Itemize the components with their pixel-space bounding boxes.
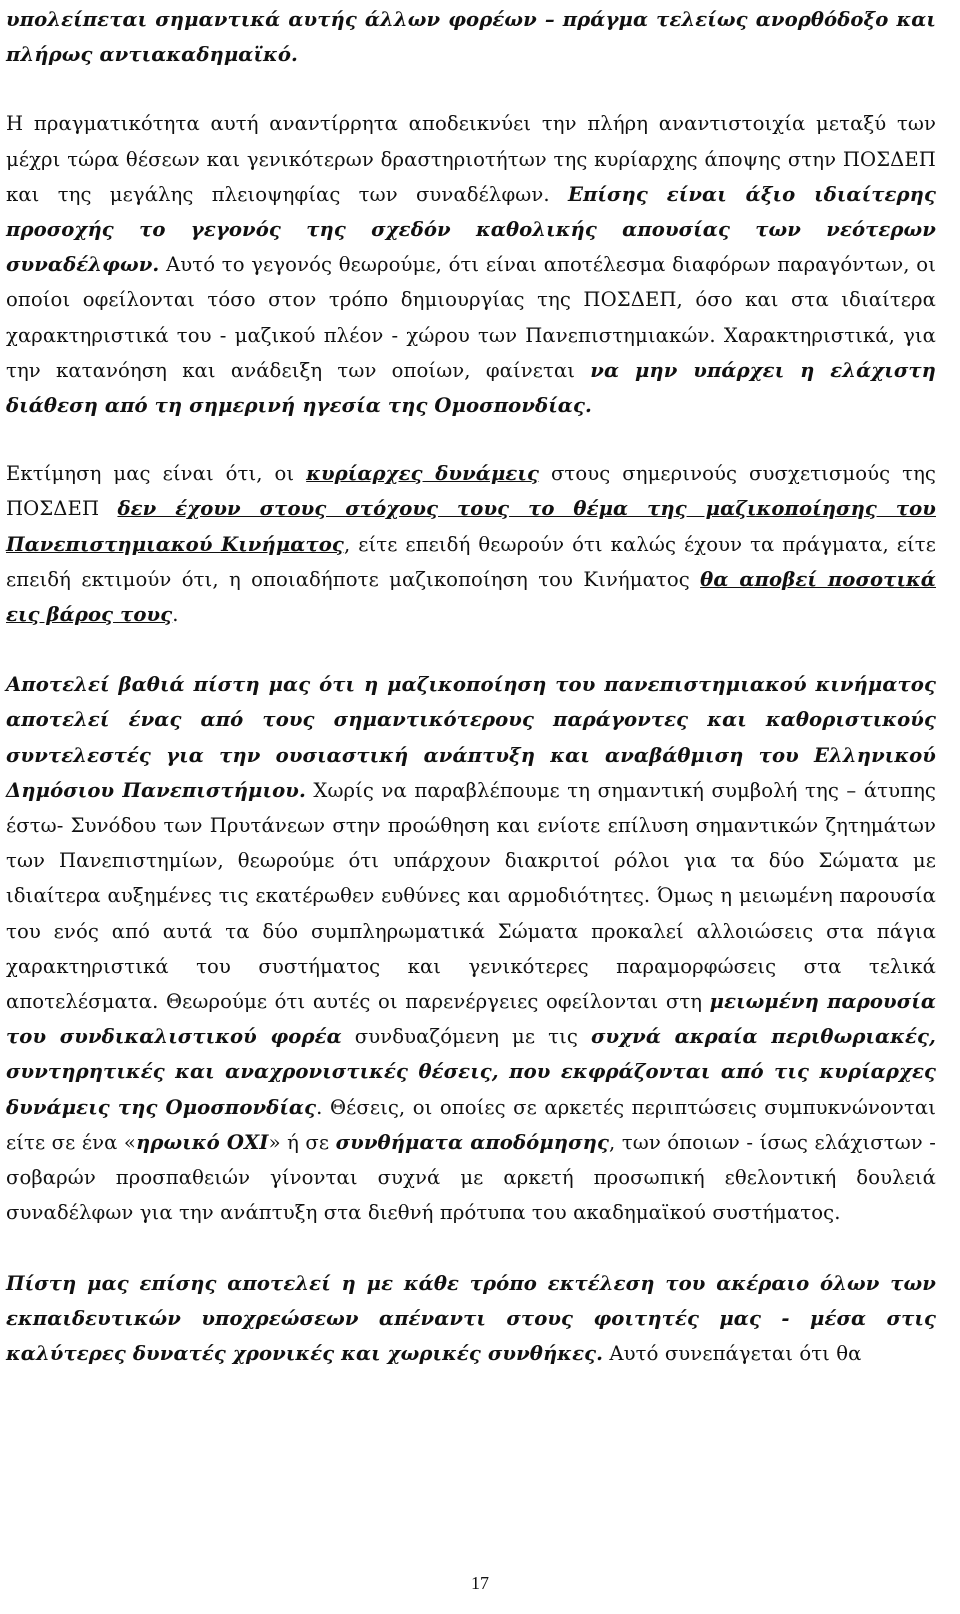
paragraph-4 (6, 667, 936, 1230)
text-run: . Θέσεις, οι οποίες σε αρκετές περιπτώσεις συμπυκνώνονται είτε σε ένα « (6, 1095, 936, 1154)
paragraph-2 (6, 106, 936, 423)
text-run: » ή σε (268, 1130, 336, 1154)
text-run: Πίστη μας επίσης αποτελεί η με κάθε τρόπο εκτέλεση του ακέραιο όλων των εκπαιδευτικών υποχρεώσεων απέναντι στους φοιτητές μας - μέσα στις καλύτερες δυνατές χρονικές και χωρικές συνθήκες. (6, 1271, 936, 1365)
text-run: Επίσης είναι άξιο ιδιαίτερης προσοχής το γεγονός της σχεδόν καθολικής απουσίας των νεότερων συναδέλφων. (6, 182, 936, 277)
paragraph-5 (6, 1266, 936, 1372)
text-run: συνδυαζόμενη με τις (341, 1025, 591, 1049)
text-run: ηρωικό ΟΧΙ (136, 1130, 269, 1154)
text-run: κυρίαρχες δυνάμεις (306, 462, 540, 486)
text-run: υπολείπεται σημαντικά αυτής άλλων φορέων – πράγμα τελείως ανορθόδοξο και πλήρως αντιακαδημαϊκό. (6, 8, 936, 67)
paragraph-3 (6, 456, 936, 632)
text-run: Αυτό συνεπάγεται ότι θα (603, 1341, 862, 1365)
text-run: θα αποβεί ποσοτικά εις βάρος τους (6, 567, 936, 627)
text-run: Η πραγματικότητα αυτή αναντίρρητα αποδεικνύει την πλήρη αναντιστοιχία μεταξύ των μέχρι τώρα θέσεων και γενικότερων δραστηριοτήτων της κυρίαρχης άποψης στην ΠΟΣΔΕΠ και της μεγάλης πλειοψηφίας των συναδέλφων. (6, 112, 936, 206)
text-run: μειωμένη παρουσία του συνδικαλιστικού φορέα (6, 990, 937, 1049)
text-run: δεν έχουν στους στόχους τους το θέμα της μαζικοποίησης του Πανεπιστημιακού Κινήματος (6, 497, 936, 556)
text-run: , είτε επειδή θεωρούν ότι καλώς έχουν τα πράγματα, είτε επειδή εκτιμούν ότι, η οποιαδήποτε μαζικοποίηση του Κινήματος (6, 532, 936, 591)
text-run: να μην υπάρχει η ελάχιστη διάθεση από τη σημερινή ηγεσία της Ομοσπονδίας. (6, 358, 936, 418)
text-run: , των όποιων - ίσως ελάχιστων - σοβαρών προσπαθειών γίνονται συχνά με αρκετή προσωπική εθελοντική δουλειά συναδέλφων για την ανάπτυξη στα διεθνή πρότυπα του ακαδημαϊκού συστήματος. (6, 1130, 936, 1225)
text-run: . (172, 603, 179, 627)
text-run: συνθήματα αποδόμησης (335, 1130, 610, 1154)
paragraph-1 (6, 2, 936, 72)
text-run: συχνά ακραία περιθωριακές, συντηρητικές και αναχρονιστικές θέσεις, που εκφράζονται από τις κυρίαρχες δυνάμεις της Ομοσπονδίας (6, 1025, 936, 1119)
document-page (6, 0, 936, 1371)
text-run: Εκτίμηση μας είναι ότι, οι (6, 462, 307, 486)
text-run: Αποτελεί βαθιά πίστη μας ότι η μαζικοποίηση του πανεπιστημιακού κινήματος αποτελεί ένας από τους σημαντικότερους παράγοντες και καθοριστικούς συντελεστές για την ουσιαστική ανάπτυξη και αναβάθμιση του Ελληνικού Δημόσιου Πανεπιστήμιου. (6, 673, 936, 802)
page-number: 17 (471, 1573, 489, 1593)
text-run: στους σημερινούς συσχετισμούς της ΠΟΣΔΕΠ (6, 462, 936, 521)
text-run: Αυτό το γεγονός θεωρούμε, ότι είναι αποτέλεσμα διαφόρων παραγόντων, οι οποίοι οφείλονται τόσο στον τρόπο δημιουργίας της ΠΟΣΔΕΠ, όσο και στα ιδιαίτερα χαρακτηριστικά του - μαζικού πλέον - χώρου των Πανεπιστημιακών. Χαρακτηριστικά, για την κατανόηση και ανάδειξη των οποίων, φαίνεται (6, 253, 936, 382)
text-run: Χωρίς να παραβλέπουμε τη σημαντική συμβολή της – άτυπης έστω- Συνόδου των Πρυτάνεων στην προώθηση και ενίοτε επίλυση σημαντικών ζητημάτων των Πανεπιστημίων, θεωρούμε ότι υπάρχουν διακριτοί ρόλοι για τα δύο Σώματα με ιδιαίτερα αυξημένες τις εκατέρωθεν ευθύνες και αρμοδιότητες. Όμως η μειωμένη παρουσία του ενός από αυτά τα δύο συμπληρωματικά Σώματα προκαλεί αλλοιώσεις στα πάγια χαρακτηριστικά του συστήματος και γενικότερες παραμορφώσεις στα τελικά αποτελέσματα. Θεωρούμε ότι αυτές οι παρενέργειες οφείλονται στη (6, 778, 936, 1014)
